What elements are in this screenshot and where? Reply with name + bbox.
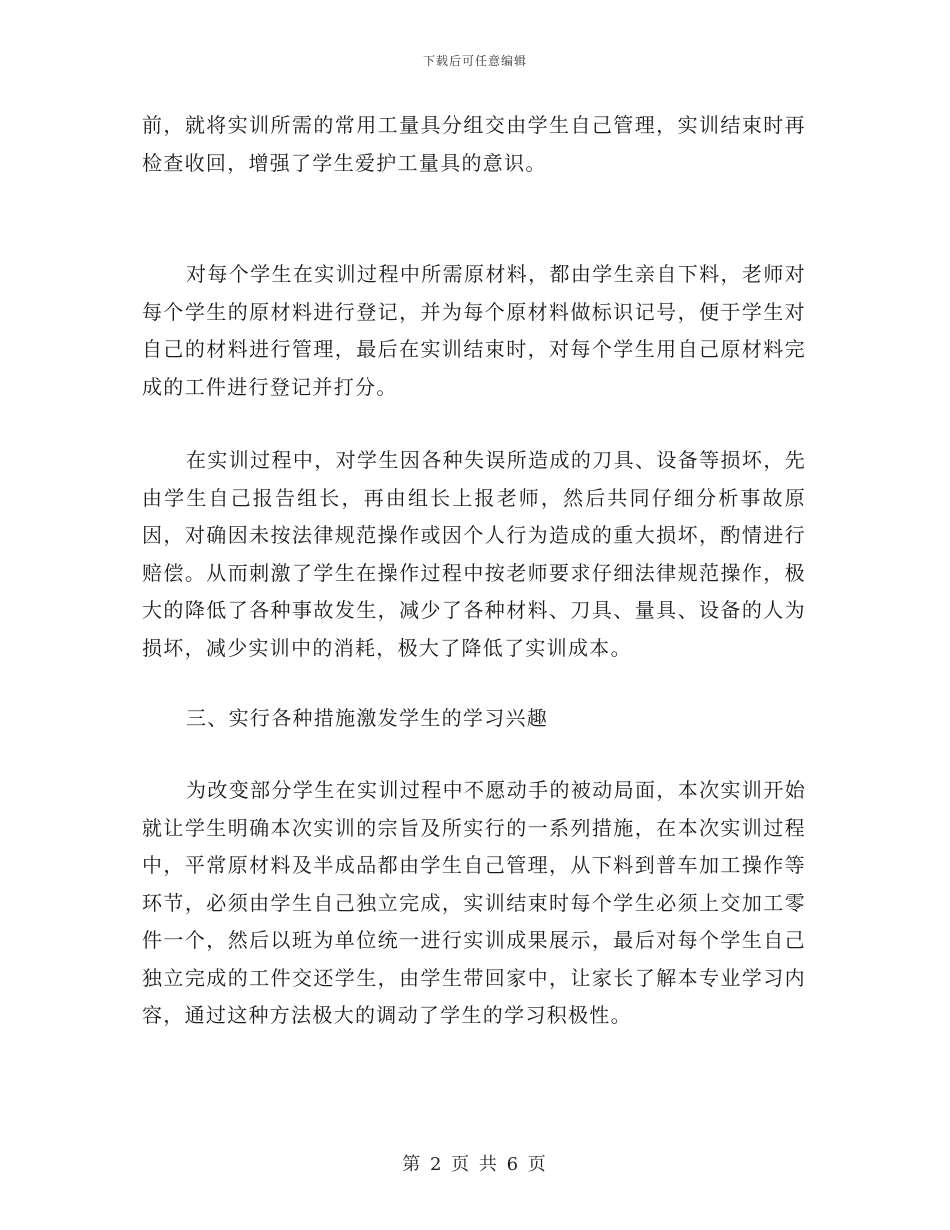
section-heading: 三、实行各种措施激发学生的学习兴趣 [186,706,549,730]
paragraph-raw-materials: 对每个学生在实训过程中所需原材料，都由学生亲自下料，老师对每个学生的原材料进行登记，并为每个原材料做标识记号，便于学生对自己的材料进行管理，最后在实训结束时，对每个学生用自己原材料完成的工件进行登记并打分。 [142,262,806,399]
page-header-note: 下载后可任意编辑 [422,54,527,68]
page-number: 第 2 页 共 6 页 [402,1154,548,1175]
paragraph-motivation: 为改变部分学生在实训过程中不愿动手的被动局面，本次实训开始就让学生明确本次实训的宗旨及所实行的一系列措施，在本次实训过程中，平常原材料及半成品都由学生自己管理，从下料到普车加工操作等环节，必须由学生自己独立完成，实训结束时每个学生必须上交加工零件一个，然后以班为单位统一进行实训成果展示，最后对每个学生自己独立完成的工件交还学生，由学生带回家中，让家长了解本专业学习内容，通过这种方法极大的调动了学生的学习积极性。 [142,778,806,1027]
paragraph-continuation: 前，就将实训所需的常用工量具分组交由学生自己管理，实训结束时再检查收回，增强了学生爱护工量具的意识。 [142,113,806,175]
paragraph-damage-handling: 在实训过程中，对学生因各种失误所造成的刀具、设备等损坏，先由学生自己报告组长，再由组长上报老师，然后共同仔细分析事故原因，对确因未按法律规范操作或因个人行为造成的重大损坏，酌情进行赔偿。从而刺激了学生在操作过程中按老师要求仔细法律规范操作，极大的降低了各种事故发生，减少了各种材料、刀具、量具、设备的人为损坏，减少实训中的消耗，极大了降低了实训成本。 [142,448,806,660]
